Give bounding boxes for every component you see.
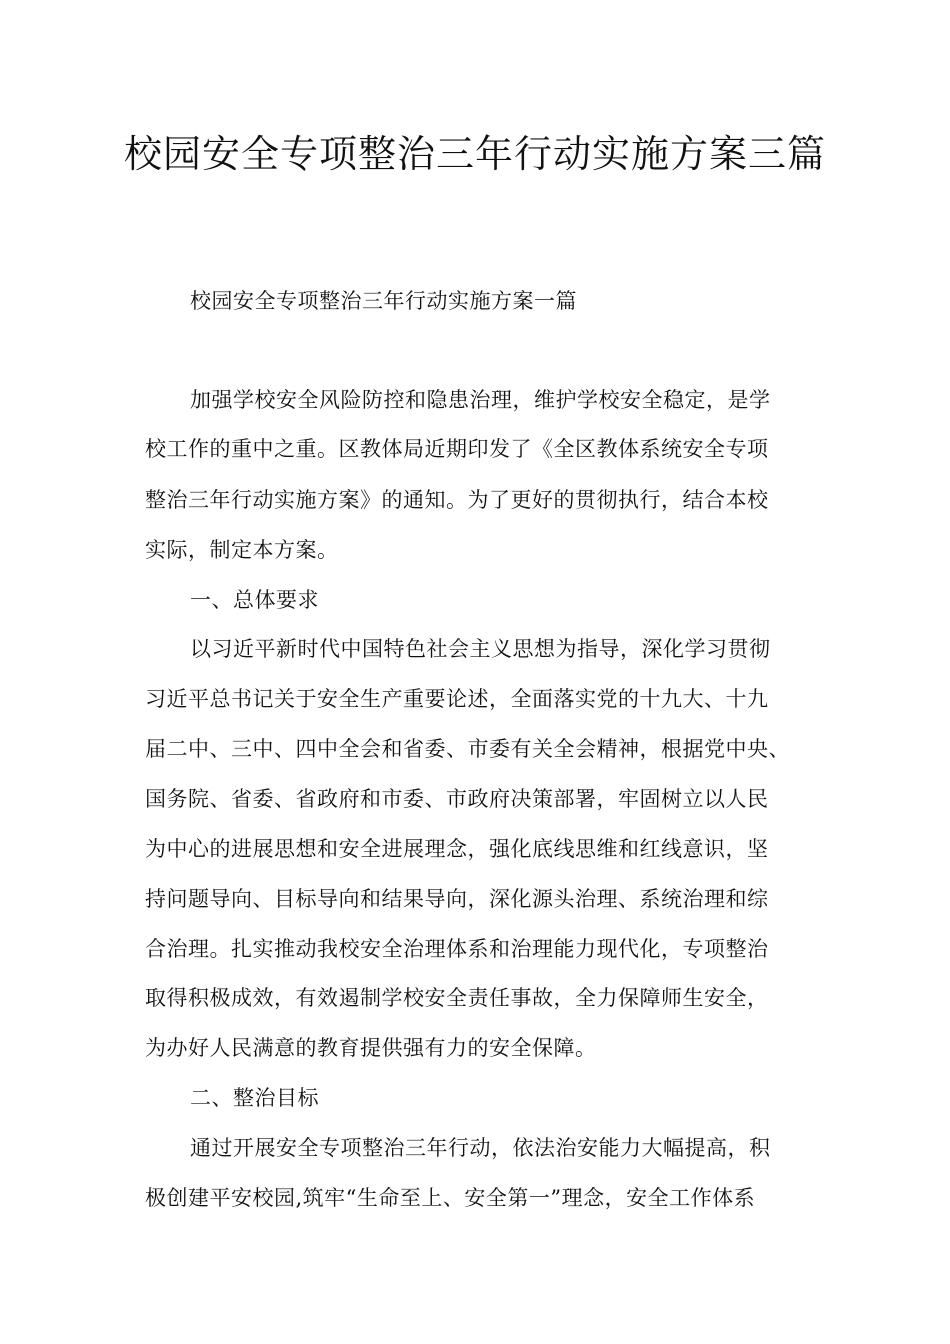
- subtitle: 校园安全专项整治三年行动实施方案一篇: [190, 289, 577, 313]
- section1-line: 为中心的进展思想和安全进展理念，强化底线思维和红线意识，坚: [145, 837, 769, 861]
- intro-line: 校工作的重中之重。区教体局近期印发了《全区教体系统安全专项: [145, 437, 769, 461]
- section1-line: 取得积极成效，有效遏制学校安全责任事故，全力保障师生安全，: [145, 986, 769, 1010]
- document-title: 校园安全专项整治三年行动实施方案三篇: [123, 132, 826, 176]
- section2-line: 通过开展安全专项整治三年行动，依法治安能力大幅提高，积: [190, 1136, 771, 1160]
- section1-line: 习近平总书记关于安全生产重要论述，全面落实党的十九大、十九: [145, 687, 769, 711]
- intro-line: 实际，制定本方案。: [145, 538, 339, 562]
- section-heading-1: 一、总体要求: [190, 588, 319, 612]
- section-heading-2: 二、整治目标: [190, 1086, 319, 1110]
- section1-line: 持问题导向、目标导向和结果导向，深化源头治理、系统治理和综: [145, 887, 769, 911]
- section1-line: 合治理。扎实推动我校安全治理体系和治理能力现代化，专项整治: [145, 937, 769, 961]
- intro-line: 整治三年行动实施方案》的通知。为了更好的贯彻执行，结合本校: [145, 488, 769, 512]
- section1-line: 为办好人民满意的教育提供强有力的安全保障。: [145, 1036, 597, 1060]
- section1-line: 届二中、三中、四中全会和省委、市委有关全会精神，根据党中央、: [145, 737, 790, 761]
- section1-line: 国务院、省委、省政府和市委、市政府决策部署，牢固树立以人民: [145, 787, 769, 811]
- section2-line: 极创建平安校园,筑牢“生命至上、安全第一”理念，安全工作体系: [145, 1186, 756, 1210]
- intro-line: 加强学校安全风险防控和隐患治理，维护学校安全稳定，是学: [190, 388, 771, 412]
- section1-line: 以习近平新时代中国特色社会主义思想为指导，深化学习贯彻: [190, 637, 771, 661]
